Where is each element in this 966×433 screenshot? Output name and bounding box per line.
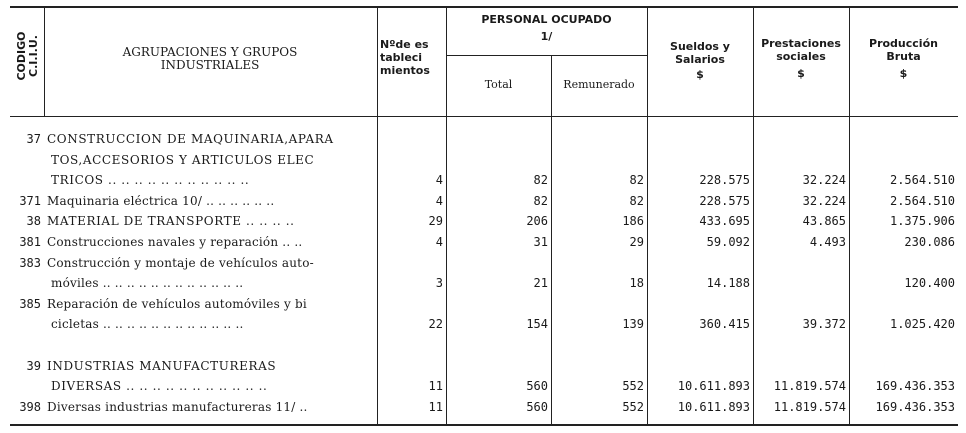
row-remunerado-value: 29 <box>629 235 644 249</box>
row-sueldos-value: 228.575 <box>699 173 750 188</box>
row-sueldos-value: 228.575 <box>699 193 750 208</box>
row-estab-value: 11 <box>428 379 443 394</box>
row-estab-value: 11 <box>428 399 443 414</box>
row-prestaciones-value: 4.493 <box>809 235 846 249</box>
row-produccion-value: 1.375.906 <box>889 214 955 229</box>
row-description-line: DIVERSAS .. .. .. .. .. .. .. .. .. .. .. <box>51 379 268 394</box>
row-produccion-value: 230.086 <box>904 235 955 249</box>
row-estab-value: 4 <box>435 235 443 249</box>
prestaciones-column-header: Prestaciones sociales $ <box>761 37 841 80</box>
row-estab-value: 4 <box>435 173 443 188</box>
produccion-column-header: Producción Bruta $ <box>869 37 938 80</box>
row-total-value: 154 <box>526 317 548 332</box>
row-estab-value: 22 <box>428 317 443 332</box>
row-total-value: 206 <box>526 214 548 229</box>
row-remunerado-value: 186 <box>622 214 644 229</box>
row-total-value: 560 <box>526 399 548 414</box>
row-estab-value: 3 <box>435 276 443 291</box>
row-description-line: Maquinaria eléctrica 10/ .. .. .. .. .. .. <box>47 193 275 208</box>
row-prestaciones-value: 43.865 <box>802 214 846 229</box>
row-description-line: INDUSTRIAS MANUFACTURERAS <box>47 358 277 373</box>
row-code: 398 <box>19 399 41 414</box>
row-code: 383 <box>19 255 41 270</box>
row-produccion-value: 1.025.420 <box>889 317 955 332</box>
estab-column-header: Nºde es tableci mientos <box>380 38 430 77</box>
row-sueldos-value: 59.092 <box>706 235 750 249</box>
row-code: 38 <box>26 214 41 229</box>
row-sueldos-value: 10.611.893 <box>677 379 750 394</box>
row-remunerado-value: 552 <box>622 399 644 414</box>
row-description-line: móviles .. .. .. .. .. .. .. .. .. .. .. .. <box>51 276 244 291</box>
row-description-line: Diversas industrias manufactureras 11/ .. <box>47 399 308 414</box>
row-description-line: TRICOS .. .. .. .. .. .. .. .. .. .. .. <box>51 173 250 188</box>
row-description-line: cicletas .. .. .. .. .. .. .. .. .. .. .. .. <box>51 317 244 332</box>
personal-subheader-rule <box>446 55 647 56</box>
row-sueldos-value: 14.188 <box>706 276 750 291</box>
personal-column-header: PERSONAL OCUPADO 1/ <box>481 13 612 43</box>
groups-column-header: AGRUPACIONES Y GRUPOS INDUSTRIALES <box>122 45 298 72</box>
row-code: 385 <box>19 296 41 311</box>
row-produccion-value: 169.436.353 <box>875 399 955 414</box>
row-remunerado-value: 82 <box>629 193 644 208</box>
row-prestaciones-value: 32.224 <box>802 193 846 208</box>
row-code: 371 <box>19 193 41 208</box>
row-sueldos-value: 360.415 <box>699 317 750 332</box>
row-description-line: Reparación de vehículos automóviles y bi <box>47 296 307 311</box>
row-code: 381 <box>19 235 41 249</box>
row-sueldos-value: 433.695 <box>699 214 750 229</box>
row-description-line: MATERIAL DE TRANSPORTE .. .. .. .. <box>47 214 295 229</box>
row-description-line: CONSTRUCCION DE MAQUINARIA,APARA <box>47 132 334 146</box>
row-sueldos-value: 10.611.893 <box>677 399 750 414</box>
header-bottom-rule <box>10 116 958 117</box>
row-remunerado-value: 82 <box>629 173 644 188</box>
bottom-rule <box>10 424 958 426</box>
row-description-line: TOS,ACCESORIOS Y ARTICULOS ELEC <box>51 152 315 167</box>
row-prestaciones-value: 11.819.574 <box>773 379 846 394</box>
row-total-value: 82 <box>533 193 548 208</box>
row-code: 37 <box>26 132 41 146</box>
top-rule <box>10 6 958 8</box>
row-produccion-value: 2.564.510 <box>889 193 955 208</box>
row-remunerado-value: 552 <box>622 379 644 394</box>
row-total-value: 21 <box>533 276 548 291</box>
row-prestaciones-value: 11.819.574 <box>773 399 846 414</box>
row-produccion-value: 120.400 <box>904 276 955 291</box>
row-estab-value: 29 <box>428 214 443 229</box>
row-code: 39 <box>26 358 41 373</box>
row-produccion-value: 2.564.510 <box>889 173 955 188</box>
row-produccion-value: 169.436.353 <box>875 379 955 394</box>
row-description-line: Construcción y montaje de vehículos auto- <box>47 255 314 270</box>
row-remunerado-value: 18 <box>629 276 644 291</box>
row-total-value: 82 <box>533 173 548 188</box>
row-estab-value: 4 <box>435 193 443 208</box>
remunerado-column-header: Remunerado <box>563 78 635 91</box>
total-column-header: Total <box>484 78 513 91</box>
row-prestaciones-value: 32.224 <box>802 173 846 188</box>
row-total-value: 560 <box>526 379 548 394</box>
row-remunerado-value: 139 <box>622 317 644 332</box>
col-divider-groups <box>44 6 45 116</box>
row-description-line: Construcciones navales y reparación .. .. <box>47 235 303 249</box>
row-total-value: 31 <box>533 235 548 249</box>
statistics-table <box>10 6 958 426</box>
row-prestaciones-value: 39.372 <box>802 317 846 332</box>
code-column-header: CODIGO C.I.I.U. <box>15 31 40 81</box>
sueldos-column-header: Sueldos y Salarios $ <box>670 40 730 81</box>
